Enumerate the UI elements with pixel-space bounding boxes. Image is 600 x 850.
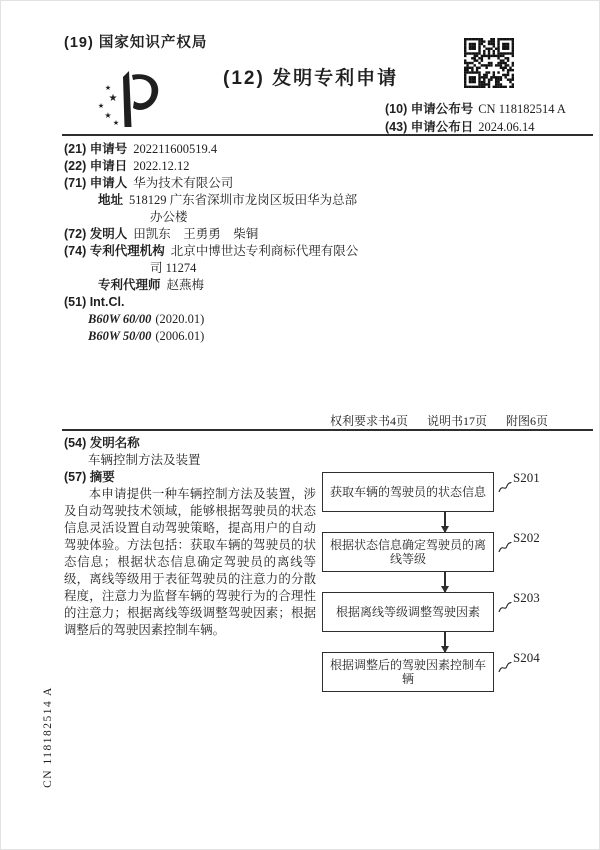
intcl-header-row — [64, 294, 364, 311]
svg-text:★: ★ — [104, 84, 112, 92]
application-number-value: 202211600519.4 — [133, 142, 218, 156]
applicant-label: (71) 申请人 — [64, 176, 128, 190]
lead-line-squiggle-icon — [498, 599, 512, 615]
step-reference-label — [498, 530, 540, 555]
application-number-label: (21) 申请号 — [64, 142, 128, 156]
invention-title: 车辆控制方法及装置 — [88, 453, 201, 467]
svg-text:★: ★ — [108, 93, 118, 104]
step-reference-label — [498, 590, 540, 615]
address-label: 地址 — [98, 193, 124, 207]
application-number-row — [64, 141, 364, 158]
agent-value: 赵燕梅 — [166, 278, 205, 292]
publication-date-label: (43) 申请公布日 — [385, 120, 474, 134]
flow-arrow-down-icon — [444, 632, 446, 652]
margin-publication-number: CN 118182514 A — [42, 686, 54, 788]
step-reference-label — [498, 470, 540, 495]
intcl-label: (51) Int.Cl. — [64, 295, 125, 309]
application-date-label: (22) 申请日 — [64, 159, 128, 173]
inventors-label: (72) 发明人 — [64, 227, 128, 241]
flowchart-step — [322, 530, 540, 572]
intcl-version: (2006.01) — [155, 329, 205, 343]
intcl-code: B60W 50/00 — [88, 329, 152, 343]
step-number: S204 — [513, 650, 540, 665]
agency-value: 北京中博世达专利商标代理有限公司 11274 — [150, 244, 359, 275]
cnipa-emblem-icon — [88, 70, 166, 135]
lead-line-squiggle-icon — [498, 659, 512, 675]
section-divider-rule — [62, 429, 593, 431]
agency-label: (74) 专利代理机构 — [64, 244, 165, 258]
agent-label: 专利代理师 — [98, 278, 161, 292]
step-number: S203 — [513, 590, 540, 605]
description-pages: 说明书17页 — [427, 414, 488, 428]
flowchart-box: 根据状态信息确定驾驶员的离线等级 — [322, 532, 494, 572]
publication-date-value: 2024.06.14 — [478, 120, 535, 134]
document-pages-info — [330, 412, 548, 429]
flowchart-step — [322, 590, 540, 632]
publication-info — [385, 100, 566, 136]
intcl-row — [64, 328, 364, 345]
lead-line-squiggle-icon — [498, 479, 512, 495]
intcl-code: B60W 60/00 — [88, 312, 152, 326]
figures-pages: 附图6页 — [506, 414, 549, 428]
flowchart-box: 获取车辆的驾驶员的状态信息 — [322, 472, 494, 512]
inventors-value: 田凯东 王勇勇 柴铜 — [133, 227, 259, 241]
flowchart-step — [322, 650, 540, 692]
qr-code-icon — [464, 38, 514, 88]
applicant-row — [64, 175, 364, 192]
flowchart-box: 根据调整后的驾驶因素控制车辆 — [322, 652, 494, 692]
flowchart-box: 根据离线等级调整驾驶因素 — [322, 592, 494, 632]
lead-line-squiggle-icon — [498, 539, 512, 555]
applicant-address-row — [64, 192, 364, 226]
step-number: S202 — [513, 530, 540, 545]
svg-text:★: ★ — [97, 102, 105, 110]
title-section-label: (54) 发明名称 — [64, 436, 140, 450]
applicant-value: 华为技术有限公司 — [133, 176, 234, 190]
patent-office-name: (19) 国家知识产权局 — [64, 35, 208, 51]
publication-number-row — [385, 100, 566, 118]
publication-number-label: (10) 申请公布号 — [385, 102, 474, 116]
address-value: 518129 广东省深圳市龙岗区坂田华为总部办公楼 — [129, 193, 358, 224]
flow-arrow-down-icon — [444, 512, 446, 532]
application-date-value: 2022.12.12 — [133, 159, 190, 173]
header-divider-rule — [62, 134, 593, 136]
intcl-row — [64, 311, 364, 328]
step-reference-label — [498, 650, 540, 675]
flowchart-step — [322, 470, 540, 512]
abstract-section-label: (57) 摘要 — [64, 470, 115, 484]
claims-pages: 权利要求书4页 — [330, 414, 409, 428]
document-type-title: (12) 发明专利申请 — [223, 68, 399, 89]
intcl-version: (2020.01) — [155, 312, 205, 326]
application-date-row — [64, 158, 364, 175]
flow-arrow-down-icon — [444, 572, 446, 592]
step-number: S201 — [513, 470, 540, 485]
svg-text:★: ★ — [104, 111, 112, 120]
bibliographic-section — [64, 141, 364, 345]
abstract-text: 本申请提供一种车辆控制方法及装置，涉及自动驾驶技术领域，能够根据驾驶员的状态信息灵活设置自动驾驶策略，提高用户的自动驾驶体验。方法包括：获取车辆的驾驶员的状态信息；根据状态信息确定驾驶员的离线等级，离线等级用于表征驾驶员的注意力的分散程度，注意力为监督车辆的驾驶行为的合理性的注意力；根据离线等级调整驾驶因素；根据调整后的驾驶因素控制车辆。 — [64, 487, 316, 637]
abstract-figure-flowchart — [322, 472, 568, 692]
agent-row — [64, 277, 364, 294]
svg-text:★: ★ — [112, 119, 120, 127]
agency-row — [64, 243, 364, 277]
invention-section — [64, 435, 316, 639]
inventors-row — [64, 226, 364, 243]
publication-number-value: CN 118182514 A — [478, 102, 566, 116]
